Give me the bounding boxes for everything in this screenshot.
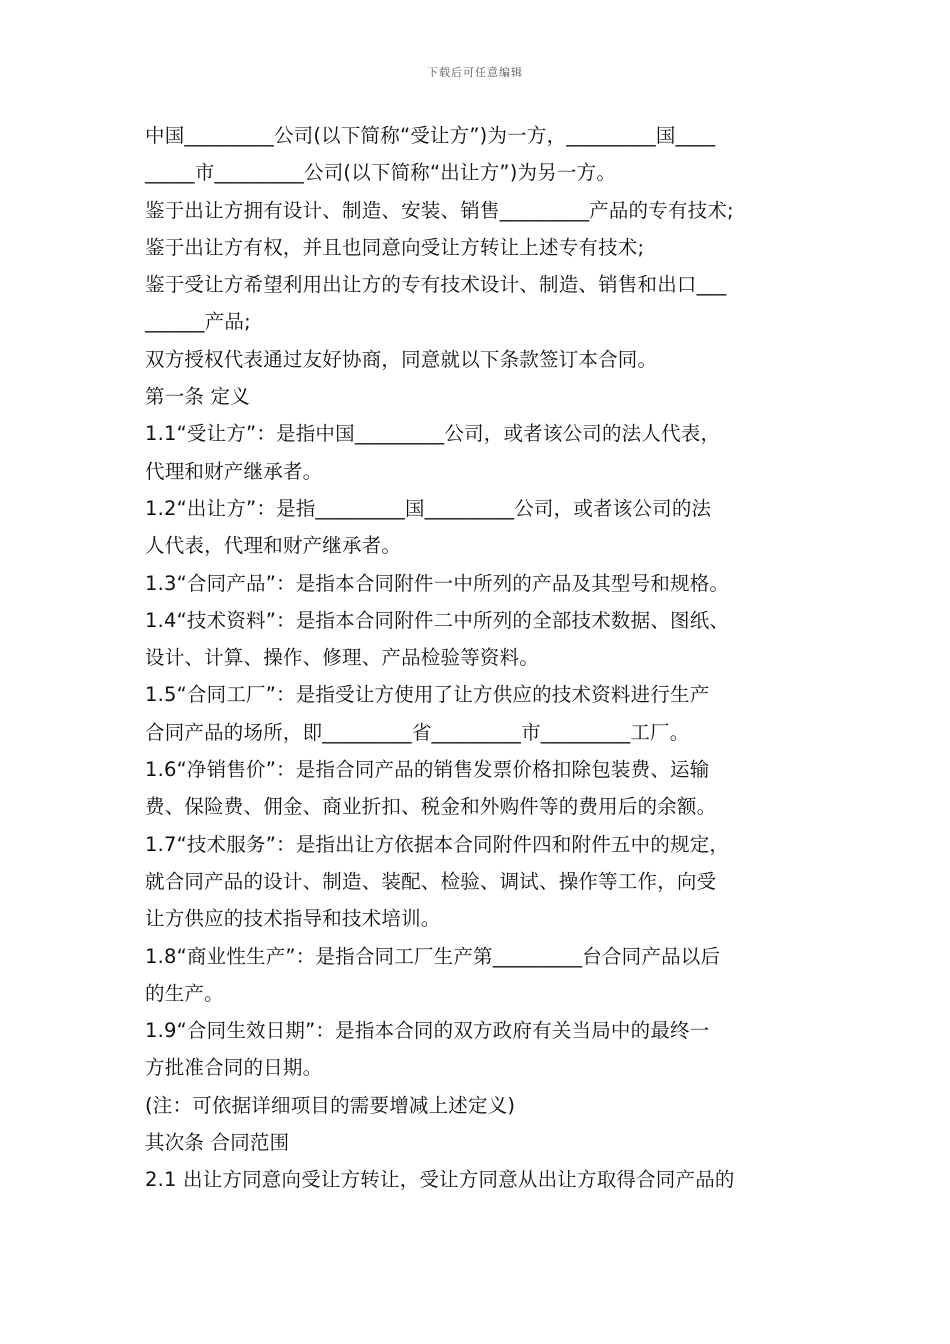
text-line: 人代表，代理和财产继承者。 bbox=[145, 534, 402, 558]
text-line: 双方授权代表通过友好协商，同意就以下条款签订本合同。 bbox=[145, 347, 658, 371]
text-line: 1.7“技术服务”：是指出让方依据本合同附件四和附件五中的规定， bbox=[145, 832, 730, 856]
section-heading: 第一条 定义 bbox=[145, 385, 250, 409]
text-line: 1.8“商业性生产”：是指合同工厂生产第_________台合同产品以后 bbox=[145, 944, 721, 968]
text-line: 代理和财产继承者。 bbox=[145, 459, 323, 483]
text-line: 1.3“合同产品”：是指本合同附件一中所列的产品及其型号和规格。 bbox=[145, 571, 730, 595]
text-line: 鉴于受让方希望利用出让方的专有技术设计、制造、销售和出口___ bbox=[145, 273, 727, 297]
text-line: 1.4“技术资料”：是指本合同附件二中所列的全部技术数据、图纸、 bbox=[145, 608, 730, 632]
text-line: 鉴于出让方拥有设计、制造、安装、销售_________产品的专有技术; bbox=[145, 198, 734, 222]
text-line: ______产品; bbox=[145, 310, 251, 334]
section-heading: 其次条 合同范围 bbox=[145, 1131, 290, 1155]
contract-body bbox=[145, 117, 825, 1199]
text-line: 1.1“受让方”：是指中国_________公司，或者该公司的法人代表， bbox=[145, 422, 721, 446]
text-line: 2.1 出让方同意向受让方转让，受让方同意从出让方取得合同产品的 bbox=[145, 1168, 735, 1192]
text-line: 合同产品的场所，即_________省_________市_________工厂。 bbox=[145, 720, 690, 744]
text-line: 1.5“合同工厂”：是指受让方使用了让方供应的技术资料进行生产 bbox=[145, 683, 710, 707]
note-line: (注：可依据详细项目的需要增减上述定义) bbox=[145, 1093, 516, 1117]
text-line: 方批准合同的日期。 bbox=[145, 1056, 323, 1080]
text-line: 1.2“出让方”：是指_________国_________公司，或者该公司的法 bbox=[145, 496, 712, 520]
text-line: 1.9“合同生效日期”：是指本合同的双方政府有关当局中的最终一 bbox=[145, 1019, 710, 1043]
text-line: 的生产。 bbox=[145, 981, 224, 1005]
text-line: 1.6“净销售价”：是指合同产品的销售发票价格扣除包装费、运输 bbox=[145, 758, 710, 782]
text-line: 让方供应的技术指导和技术培训。 bbox=[145, 907, 441, 931]
text-line: 鉴于出让方有权，并且也同意向受让方转让上述专有技术; bbox=[145, 235, 645, 259]
text-line: 中国_________公司(以下简称“受让方”)为一方，_________国____ bbox=[145, 124, 716, 147]
text-line: 费、保险费、佣金、商业折扣、税金和外购件等的费用后的余额。 bbox=[145, 795, 717, 819]
text-line: 设计、计算、操作、修理、产品检验等资料。 bbox=[145, 646, 540, 670]
text-line: _____市_________公司(以下简称“出让方”)为另一方。 bbox=[145, 161, 617, 185]
page-header: 下载后可任意编辑 bbox=[427, 66, 523, 79]
text-line: 就合同产品的设计、制造、装配、检验、调试、操作等工作，向受 bbox=[145, 869, 717, 893]
